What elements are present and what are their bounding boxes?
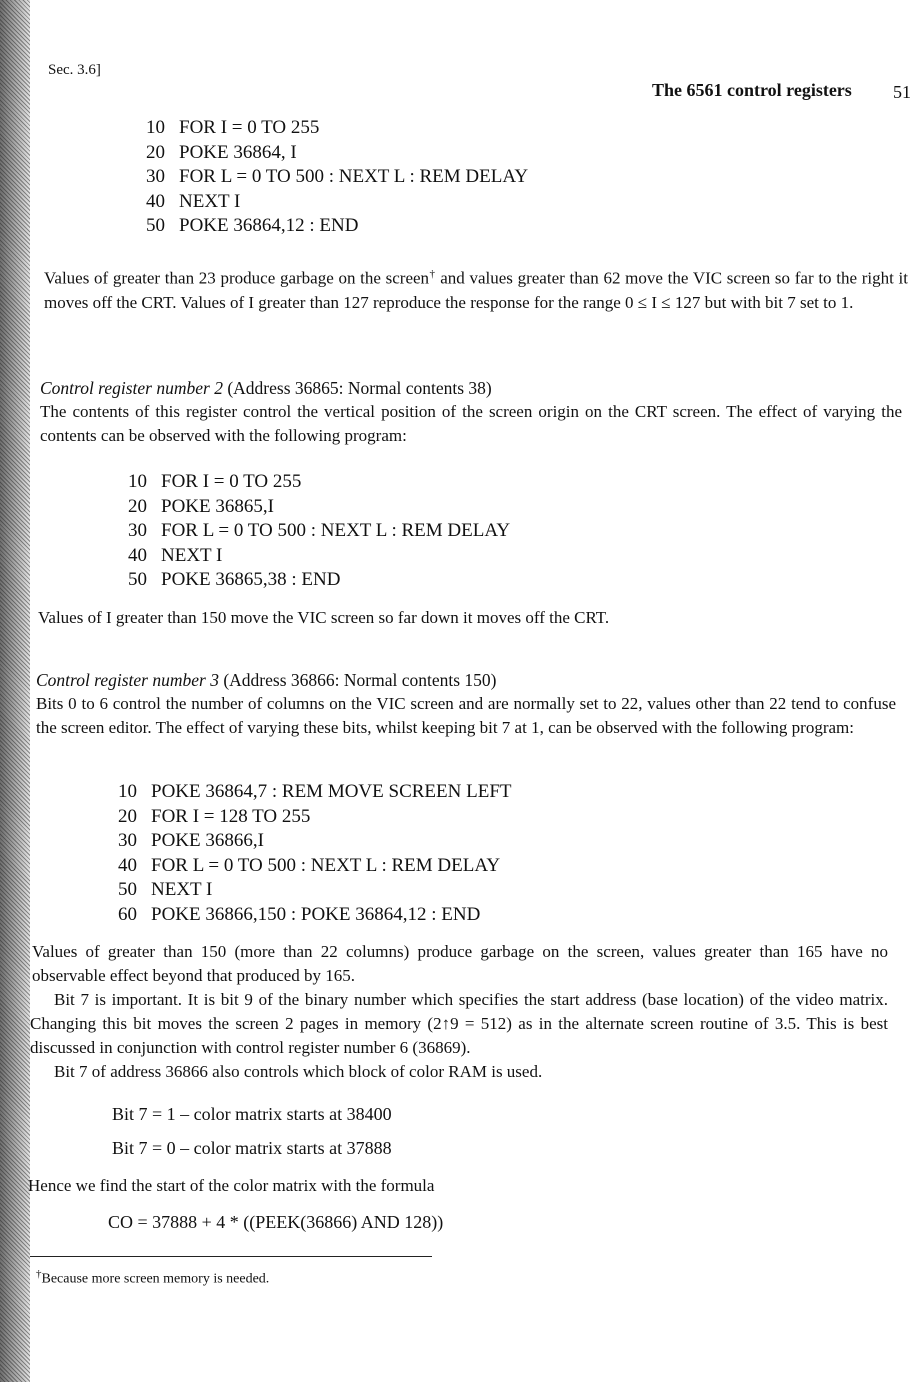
program-listing-2 [128, 470, 510, 593]
page-number: 51 [893, 82, 911, 102]
code-line [128, 544, 510, 569]
line-number: 50 [146, 215, 165, 237]
code-statement: POKE 36865,38 : END [161, 569, 341, 591]
line-number: 10 [146, 117, 165, 138]
code-statement: NEXT I [179, 190, 241, 212]
code-statement: POKE 36866,I [151, 830, 264, 852]
code-line [118, 878, 512, 903]
paragraph-register-1-values [44, 262, 908, 315]
line-number: 10 [128, 471, 147, 492]
paragraph-register-3-body: Bits 0 to 6 control the number of columns on the VIC screen and are normally set to 22, values other than 22 tend to confuse the screen editor. The effect of varying these bits, whilst keeping bit 7 at 1, can be observed with the following program: [36, 694, 896, 737]
para1-text-cont: and values greater than 62 move the VIC screen so far to the right it moves off the CRT. Values of I greater than 127 reproduce the response for the range 0 ≤ I ≤ 127 but with bit 7 set to 1. [44, 268, 909, 312]
line-number: 10 [118, 781, 137, 802]
code-line [146, 190, 528, 215]
line-number: 40 [128, 544, 147, 566]
running-title: The 6561 control registers [652, 80, 852, 100]
code-statement: FOR I = 0 TO 255 [161, 471, 302, 492]
code-statement: FOR I = 128 TO 255 [151, 805, 311, 827]
bit-rule-1: Bit 7 = 1 – color matrix starts at 38400 [112, 1104, 392, 1124]
line-number: 40 [118, 854, 137, 876]
paragraph-formula-intro: Hence we find the start of the color matrix with the formula [28, 1176, 435, 1195]
code-statement: FOR L = 0 TO 500 : NEXT L : REM DELAY [161, 520, 511, 542]
line-number: 40 [146, 190, 165, 212]
code-line [118, 854, 512, 879]
code-statement: POKE 36865,I [161, 495, 274, 517]
code-line [146, 165, 528, 190]
paragraph-bit-7-importance: Bit 7 is important. It is bit 9 of the binary number which specifies the start address (base location) of the video matrix. Changing this bit moves the screen 2 pages in memory (2↑9 = 512) as in the alternate screen routine of 3.5. This is best discussed in conjunction with control register number 6 (36869). [30, 990, 888, 1057]
heading-control-register-2 [40, 376, 900, 400]
footnote-marker: † [429, 268, 436, 280]
footnote-divider [30, 1256, 432, 1257]
code-line [128, 519, 510, 544]
line-number: 30 [128, 520, 147, 542]
line-number: 20 [118, 805, 137, 827]
code-statement: FOR I = 0 TO 255 [179, 117, 320, 138]
register-3-title: Control register number 3 [36, 670, 219, 690]
code-line [118, 805, 512, 830]
code-statement: NEXT I [151, 879, 213, 901]
code-line [118, 903, 512, 928]
code-statement: POKE 36866,150 : POKE 36864,12 : END [151, 903, 481, 925]
code-statement: POKE 36864,12 : END [179, 215, 359, 237]
code-statement: POKE 36864, I [179, 141, 297, 163]
line-number: 50 [118, 879, 137, 901]
page-binding-shadow [0, 0, 30, 1382]
code-line [128, 470, 510, 495]
color-matrix-formula: CO = 37888 + 4 * ((PEEK(36866) AND 128)) [108, 1212, 444, 1232]
bit-rule-0: Bit 7 = 0 – color matrix starts at 37888 [112, 1138, 392, 1158]
code-line [128, 495, 510, 520]
code-statement: FOR L = 0 TO 500 : NEXT L : REM DELAY [151, 854, 501, 876]
line-number: 50 [128, 569, 147, 591]
line-number: 30 [146, 166, 165, 188]
code-line [128, 568, 510, 593]
code-line [118, 780, 512, 805]
code-line [146, 214, 528, 239]
program-listing-3 [118, 780, 512, 928]
register-3-detail: (Address 36866: Normal contents 150) [218, 670, 497, 690]
line-number: 20 [128, 495, 147, 517]
program-listing-1 [146, 116, 528, 239]
register-2-title: Control register number 2 [40, 378, 223, 398]
line-number: 30 [118, 830, 137, 852]
footnote-text: Because more screen memory is needed. [41, 1271, 270, 1287]
code-statement: FOR L = 0 TO 500 : NEXT L : REM DELAY [179, 166, 529, 188]
footnote-dagger: † [36, 1268, 42, 1280]
heading-control-register-3 [36, 668, 896, 692]
code-line [146, 141, 528, 166]
code-line [118, 829, 512, 854]
paragraph-register-3-values: Values of greater than 150 (more than 22 columns) produce garbage on the screen, values greater than 165 have no observable effect beyond that produced by 165. [32, 942, 888, 985]
footnote [36, 1268, 269, 1288]
code-statement: POKE 36864,7 : REM MOVE SCREEN LEFT [151, 781, 512, 802]
paragraph-register-2-values: Values of I greater than 150 move the VIC screen so far down it moves off the CRT. [38, 608, 610, 627]
code-line [146, 116, 528, 141]
line-number: 20 [146, 141, 165, 163]
line-number: 60 [118, 903, 137, 925]
para1-text: Values of greater than 23 produce garbage on the screen [44, 268, 430, 288]
register-2-detail: (Address 36865: Normal contents 38) [222, 378, 492, 398]
paragraph-color-ram: Bit 7 of address 36866 also controls which block of color RAM is used. [54, 1062, 543, 1081]
section-reference: Sec. 3.6] [48, 62, 101, 78]
code-statement: NEXT I [161, 544, 223, 566]
paragraph-register-2-body: The contents of this register control the vertical position of the screen origin on the CRT screen. The effect of varying the contents can be observed with the following program: [40, 402, 902, 445]
